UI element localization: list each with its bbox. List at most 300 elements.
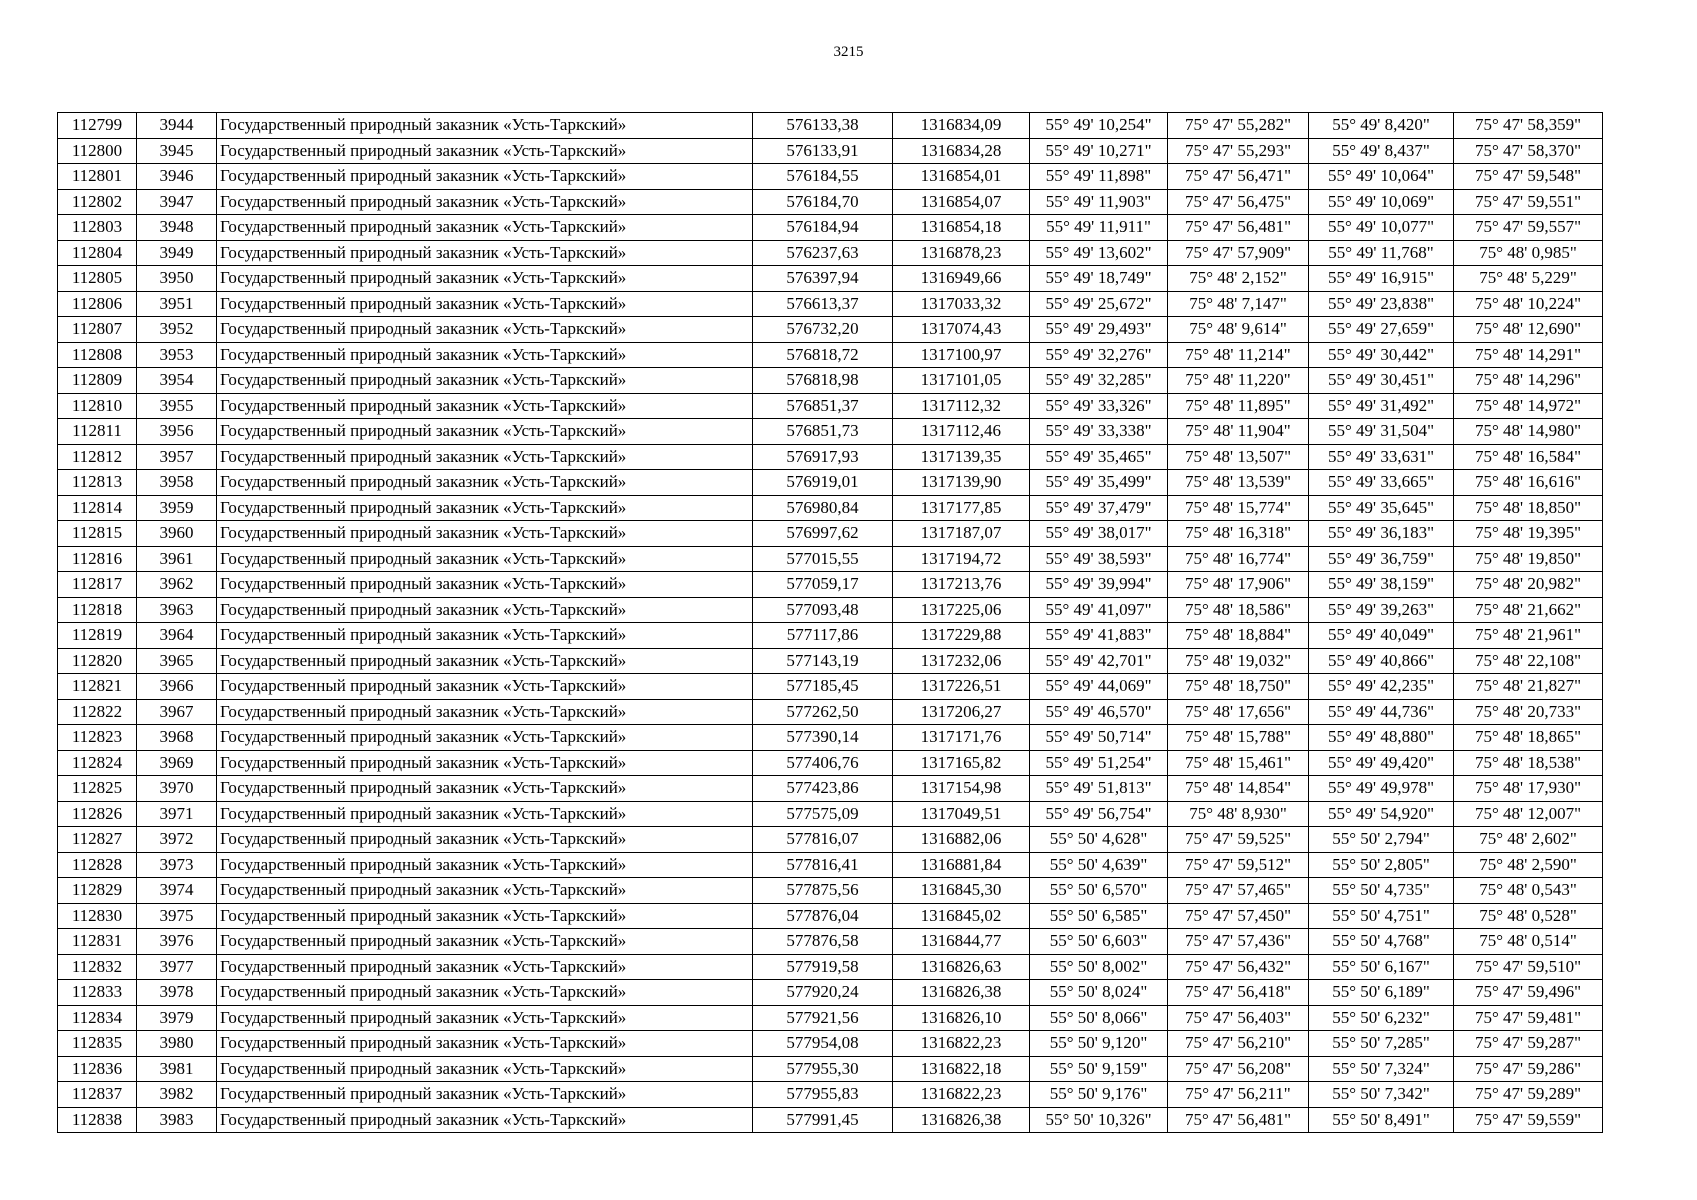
x-coordinate-cell: 576184,94 xyxy=(753,215,893,241)
longitude-wgs-cell: 75° 48' 2,590" xyxy=(1454,852,1603,878)
table-row xyxy=(58,189,1603,215)
x-coordinate-cell: 577875,56 xyxy=(753,878,893,904)
longitude-wgs-cell: 75° 48' 0,528" xyxy=(1454,903,1603,929)
reserve-name-cell: Государственный природный заказник «Усть-Таркский» xyxy=(217,393,753,419)
point-number-cell: 3980 xyxy=(137,1031,217,1057)
y-coordinate-cell: 1317187,07 xyxy=(893,521,1030,547)
table-row xyxy=(58,827,1603,853)
row-number-cell: 112801 xyxy=(58,164,137,190)
latitude-wgs-cell: 55° 49' 44,736" xyxy=(1309,699,1454,725)
latitude-msk-cell: 55° 49' 51,813" xyxy=(1030,776,1168,802)
latitude-msk-cell: 55° 49' 42,701" xyxy=(1030,648,1168,674)
y-coordinate-cell: 1316854,01 xyxy=(893,164,1030,190)
latitude-msk-cell: 55° 49' 44,069" xyxy=(1030,674,1168,700)
point-number-cell: 3954 xyxy=(137,368,217,394)
longitude-msk-cell: 75° 48' 16,318" xyxy=(1168,521,1309,547)
latitude-msk-cell: 55° 50' 8,066" xyxy=(1030,1005,1168,1031)
longitude-msk-cell: 75° 47' 56,432" xyxy=(1168,954,1309,980)
y-coordinate-cell: 1317225,06 xyxy=(893,597,1030,623)
reserve-name-cell: Государственный природный заказник «Усть-Таркский» xyxy=(217,954,753,980)
row-number-cell: 112813 xyxy=(58,470,137,496)
latitude-msk-cell: 55° 49' 39,994" xyxy=(1030,572,1168,598)
latitude-wgs-cell: 55° 49' 54,920" xyxy=(1309,801,1454,827)
longitude-msk-cell: 75° 48' 11,895" xyxy=(1168,393,1309,419)
reserve-name-cell: Государственный природный заказник «Усть-Таркский» xyxy=(217,903,753,929)
latitude-wgs-cell: 55° 49' 49,978" xyxy=(1309,776,1454,802)
reserve-name-cell: Государственный природный заказник «Усть-Таркский» xyxy=(217,240,753,266)
latitude-msk-cell: 55° 49' 10,271" xyxy=(1030,138,1168,164)
longitude-wgs-cell: 75° 47' 59,286" xyxy=(1454,1056,1603,1082)
y-coordinate-cell: 1316949,66 xyxy=(893,266,1030,292)
longitude-wgs-cell: 75° 47' 59,287" xyxy=(1454,1031,1603,1057)
point-number-cell: 3945 xyxy=(137,138,217,164)
reserve-name-cell: Государственный природный заказник «Усть-Таркский» xyxy=(217,648,753,674)
latitude-wgs-cell: 55° 50' 4,768" xyxy=(1309,929,1454,955)
table-row xyxy=(58,266,1603,292)
longitude-msk-cell: 75° 48' 2,152" xyxy=(1168,266,1309,292)
reserve-name-cell: Государственный природный заказник «Усть-Таркский» xyxy=(217,623,753,649)
reserve-name-cell: Государственный природный заказник «Усть-Таркский» xyxy=(217,215,753,241)
latitude-wgs-cell: 55° 50' 7,324" xyxy=(1309,1056,1454,1082)
y-coordinate-cell: 1317100,97 xyxy=(893,342,1030,368)
y-coordinate-cell: 1316854,18 xyxy=(893,215,1030,241)
reserve-name-cell: Государственный природный заказник «Усть-Таркский» xyxy=(217,776,753,802)
x-coordinate-cell: 577921,56 xyxy=(753,1005,893,1031)
latitude-wgs-cell: 55° 49' 33,665" xyxy=(1309,470,1454,496)
longitude-wgs-cell: 75° 48' 12,690" xyxy=(1454,317,1603,343)
longitude-wgs-cell: 75° 48' 21,827" xyxy=(1454,674,1603,700)
point-number-cell: 3965 xyxy=(137,648,217,674)
point-number-cell: 3967 xyxy=(137,699,217,725)
latitude-msk-cell: 55° 49' 46,570" xyxy=(1030,699,1168,725)
row-number-cell: 112805 xyxy=(58,266,137,292)
point-number-cell: 3953 xyxy=(137,342,217,368)
point-number-cell: 3976 xyxy=(137,929,217,955)
latitude-msk-cell: 55° 49' 32,285" xyxy=(1030,368,1168,394)
reserve-name-cell: Государственный природный заказник «Усть-Таркский» xyxy=(217,317,753,343)
y-coordinate-cell: 1316844,77 xyxy=(893,929,1030,955)
y-coordinate-cell: 1316826,63 xyxy=(893,954,1030,980)
latitude-msk-cell: 55° 49' 56,754" xyxy=(1030,801,1168,827)
x-coordinate-cell: 577117,86 xyxy=(753,623,893,649)
longitude-wgs-cell: 75° 48' 19,395" xyxy=(1454,521,1603,547)
longitude-msk-cell: 75° 47' 57,450" xyxy=(1168,903,1309,929)
latitude-msk-cell: 55° 50' 9,176" xyxy=(1030,1082,1168,1108)
row-number-cell: 112823 xyxy=(58,725,137,751)
y-coordinate-cell: 1317049,51 xyxy=(893,801,1030,827)
latitude-wgs-cell: 55° 50' 4,735" xyxy=(1309,878,1454,904)
latitude-msk-cell: 55° 50' 4,639" xyxy=(1030,852,1168,878)
latitude-wgs-cell: 55° 49' 8,437" xyxy=(1309,138,1454,164)
row-number-cell: 112834 xyxy=(58,1005,137,1031)
longitude-msk-cell: 75° 47' 56,403" xyxy=(1168,1005,1309,1031)
reserve-name-cell: Государственный природный заказник «Усть-Таркский» xyxy=(217,572,753,598)
point-number-cell: 3947 xyxy=(137,189,217,215)
latitude-wgs-cell: 55° 49' 11,768" xyxy=(1309,240,1454,266)
longitude-wgs-cell: 75° 48' 14,980" xyxy=(1454,419,1603,445)
latitude-wgs-cell: 55° 50' 4,751" xyxy=(1309,903,1454,929)
row-number-cell: 112838 xyxy=(58,1107,137,1133)
row-number-cell: 112831 xyxy=(58,929,137,955)
latitude-wgs-cell: 55° 49' 40,049" xyxy=(1309,623,1454,649)
longitude-wgs-cell: 75° 47' 59,510" xyxy=(1454,954,1603,980)
longitude-wgs-cell: 75° 48' 21,961" xyxy=(1454,623,1603,649)
latitude-wgs-cell: 55° 49' 10,064" xyxy=(1309,164,1454,190)
y-coordinate-cell: 1316826,38 xyxy=(893,980,1030,1006)
x-coordinate-cell: 576980,84 xyxy=(753,495,893,521)
longitude-msk-cell: 75° 48' 14,854" xyxy=(1168,776,1309,802)
point-number-cell: 3975 xyxy=(137,903,217,929)
longitude-wgs-cell: 75° 48' 14,291" xyxy=(1454,342,1603,368)
latitude-wgs-cell: 55° 49' 39,263" xyxy=(1309,597,1454,623)
point-number-cell: 3949 xyxy=(137,240,217,266)
reserve-name-cell: Государственный природный заказник «Усть-Таркский» xyxy=(217,750,753,776)
longitude-wgs-cell: 75° 48' 0,543" xyxy=(1454,878,1603,904)
row-number-cell: 112810 xyxy=(58,393,137,419)
reserve-name-cell: Государственный природный заказник «Усть-Таркский» xyxy=(217,725,753,751)
x-coordinate-cell: 577390,14 xyxy=(753,725,893,751)
x-coordinate-cell: 577575,09 xyxy=(753,801,893,827)
y-coordinate-cell: 1316854,07 xyxy=(893,189,1030,215)
longitude-msk-cell: 75° 47' 56,418" xyxy=(1168,980,1309,1006)
row-number-cell: 112811 xyxy=(58,419,137,445)
point-number-cell: 3955 xyxy=(137,393,217,419)
x-coordinate-cell: 576397,94 xyxy=(753,266,893,292)
latitude-wgs-cell: 55° 49' 30,442" xyxy=(1309,342,1454,368)
table-row xyxy=(58,929,1603,955)
table-row xyxy=(58,444,1603,470)
row-number-cell: 112812 xyxy=(58,444,137,470)
y-coordinate-cell: 1316834,28 xyxy=(893,138,1030,164)
longitude-msk-cell: 75° 48' 17,656" xyxy=(1168,699,1309,725)
y-coordinate-cell: 1316845,02 xyxy=(893,903,1030,929)
longitude-msk-cell: 75° 48' 18,586" xyxy=(1168,597,1309,623)
x-coordinate-cell: 576851,73 xyxy=(753,419,893,445)
latitude-wgs-cell: 55° 49' 38,159" xyxy=(1309,572,1454,598)
latitude-msk-cell: 55° 49' 29,493" xyxy=(1030,317,1168,343)
reserve-name-cell: Государственный природный заказник «Усть-Таркский» xyxy=(217,699,753,725)
latitude-msk-cell: 55° 49' 41,883" xyxy=(1030,623,1168,649)
longitude-wgs-cell: 75° 48' 19,850" xyxy=(1454,546,1603,572)
latitude-msk-cell: 55° 49' 33,338" xyxy=(1030,419,1168,445)
point-number-cell: 3946 xyxy=(137,164,217,190)
table-row xyxy=(58,291,1603,317)
longitude-wgs-cell: 75° 47' 59,559" xyxy=(1454,1107,1603,1133)
table-row xyxy=(58,648,1603,674)
reserve-name-cell: Государственный природный заказник «Усть-Таркский» xyxy=(217,495,753,521)
longitude-wgs-cell: 75° 47' 58,359" xyxy=(1454,113,1603,139)
reserve-name-cell: Государственный природный заказник «Усть-Таркский» xyxy=(217,368,753,394)
latitude-wgs-cell: 55° 49' 36,759" xyxy=(1309,546,1454,572)
x-coordinate-cell: 576818,72 xyxy=(753,342,893,368)
x-coordinate-cell: 576851,37 xyxy=(753,393,893,419)
reserve-name-cell: Государственный природный заказник «Усть-Таркский» xyxy=(217,1082,753,1108)
longitude-wgs-cell: 75° 48' 20,982" xyxy=(1454,572,1603,598)
table-row xyxy=(58,368,1603,394)
y-coordinate-cell: 1317177,85 xyxy=(893,495,1030,521)
x-coordinate-cell: 577093,48 xyxy=(753,597,893,623)
longitude-msk-cell: 75° 47' 56,211" xyxy=(1168,1082,1309,1108)
latitude-wgs-cell: 55° 49' 10,069" xyxy=(1309,189,1454,215)
latitude-msk-cell: 55° 49' 50,714" xyxy=(1030,725,1168,751)
point-number-cell: 3968 xyxy=(137,725,217,751)
table-row xyxy=(58,521,1603,547)
longitude-msk-cell: 75° 48' 11,904" xyxy=(1168,419,1309,445)
latitude-msk-cell: 55° 49' 18,749" xyxy=(1030,266,1168,292)
coordinates-table xyxy=(57,112,1603,1133)
point-number-cell: 3962 xyxy=(137,572,217,598)
x-coordinate-cell: 576818,98 xyxy=(753,368,893,394)
longitude-msk-cell: 75° 48' 15,788" xyxy=(1168,725,1309,751)
latitude-wgs-cell: 55° 49' 42,235" xyxy=(1309,674,1454,700)
longitude-msk-cell: 75° 47' 57,465" xyxy=(1168,878,1309,904)
y-coordinate-cell: 1317194,72 xyxy=(893,546,1030,572)
longitude-wgs-cell: 75° 48' 2,602" xyxy=(1454,827,1603,853)
reserve-name-cell: Государственный природный заказник «Усть-Таркский» xyxy=(217,1005,753,1031)
point-number-cell: 3970 xyxy=(137,776,217,802)
row-number-cell: 112803 xyxy=(58,215,137,241)
y-coordinate-cell: 1317101,05 xyxy=(893,368,1030,394)
table-row xyxy=(58,954,1603,980)
y-coordinate-cell: 1316882,06 xyxy=(893,827,1030,853)
point-number-cell: 3950 xyxy=(137,266,217,292)
longitude-wgs-cell: 75° 47' 58,370" xyxy=(1454,138,1603,164)
table-row xyxy=(58,750,1603,776)
longitude-msk-cell: 75° 48' 16,774" xyxy=(1168,546,1309,572)
table-row xyxy=(58,1031,1603,1057)
y-coordinate-cell: 1317171,76 xyxy=(893,725,1030,751)
latitude-msk-cell: 55° 50' 4,628" xyxy=(1030,827,1168,853)
latitude-wgs-cell: 55° 49' 8,420" xyxy=(1309,113,1454,139)
longitude-msk-cell: 75° 48' 9,614" xyxy=(1168,317,1309,343)
latitude-wgs-cell: 55° 49' 48,880" xyxy=(1309,725,1454,751)
reserve-name-cell: Государственный природный заказник «Усть-Таркский» xyxy=(217,878,753,904)
longitude-wgs-cell: 75° 48' 18,850" xyxy=(1454,495,1603,521)
y-coordinate-cell: 1316826,38 xyxy=(893,1107,1030,1133)
longitude-msk-cell: 75° 47' 56,210" xyxy=(1168,1031,1309,1057)
longitude-wgs-cell: 75° 48' 18,538" xyxy=(1454,750,1603,776)
point-number-cell: 3960 xyxy=(137,521,217,547)
longitude-wgs-cell: 75° 48' 20,733" xyxy=(1454,699,1603,725)
reserve-name-cell: Государственный природный заказник «Усть-Таркский» xyxy=(217,827,753,853)
latitude-msk-cell: 55° 50' 9,120" xyxy=(1030,1031,1168,1057)
table-row xyxy=(58,342,1603,368)
reserve-name-cell: Государственный природный заказник «Усть-Таркский» xyxy=(217,1031,753,1057)
table-row xyxy=(58,470,1603,496)
reserve-name-cell: Государственный природный заказник «Усть-Таркский» xyxy=(217,852,753,878)
longitude-msk-cell: 75° 48' 7,147" xyxy=(1168,291,1309,317)
latitude-wgs-cell: 55° 50' 2,794" xyxy=(1309,827,1454,853)
reserve-name-cell: Государственный природный заказник «Усть-Таркский» xyxy=(217,1056,753,1082)
point-number-cell: 3972 xyxy=(137,827,217,853)
longitude-msk-cell: 75° 48' 18,750" xyxy=(1168,674,1309,700)
x-coordinate-cell: 577919,58 xyxy=(753,954,893,980)
longitude-wgs-cell: 75° 48' 12,007" xyxy=(1454,801,1603,827)
latitude-wgs-cell: 55° 49' 33,631" xyxy=(1309,444,1454,470)
x-coordinate-cell: 576613,37 xyxy=(753,291,893,317)
y-coordinate-cell: 1316822,23 xyxy=(893,1031,1030,1057)
row-number-cell: 112826 xyxy=(58,801,137,827)
table-row xyxy=(58,699,1603,725)
x-coordinate-cell: 577955,83 xyxy=(753,1082,893,1108)
longitude-wgs-cell: 75° 47' 59,496" xyxy=(1454,980,1603,1006)
reserve-name-cell: Государственный природный заказник «Усть-Таркский» xyxy=(217,266,753,292)
table-row xyxy=(58,801,1603,827)
row-number-cell: 112837 xyxy=(58,1082,137,1108)
longitude-wgs-cell: 75° 48' 0,514" xyxy=(1454,929,1603,955)
latitude-wgs-cell: 55° 50' 7,342" xyxy=(1309,1082,1454,1108)
row-number-cell: 112821 xyxy=(58,674,137,700)
table-row xyxy=(58,852,1603,878)
table-row xyxy=(58,980,1603,1006)
table-row xyxy=(58,903,1603,929)
table-row xyxy=(58,1056,1603,1082)
x-coordinate-cell: 576237,63 xyxy=(753,240,893,266)
longitude-wgs-cell: 75° 48' 18,865" xyxy=(1454,725,1603,751)
row-number-cell: 112827 xyxy=(58,827,137,853)
row-number-cell: 112820 xyxy=(58,648,137,674)
row-number-cell: 112836 xyxy=(58,1056,137,1082)
longitude-msk-cell: 75° 47' 57,909" xyxy=(1168,240,1309,266)
x-coordinate-cell: 577920,24 xyxy=(753,980,893,1006)
x-coordinate-cell: 577876,58 xyxy=(753,929,893,955)
latitude-msk-cell: 55° 50' 6,603" xyxy=(1030,929,1168,955)
longitude-msk-cell: 75° 47' 55,282" xyxy=(1168,113,1309,139)
point-number-cell: 3958 xyxy=(137,470,217,496)
latitude-msk-cell: 55° 50' 9,159" xyxy=(1030,1056,1168,1082)
longitude-msk-cell: 75° 48' 18,884" xyxy=(1168,623,1309,649)
table-row xyxy=(58,495,1603,521)
y-coordinate-cell: 1316845,30 xyxy=(893,878,1030,904)
latitude-msk-cell: 55° 49' 41,097" xyxy=(1030,597,1168,623)
table-row xyxy=(58,164,1603,190)
latitude-msk-cell: 55° 49' 33,326" xyxy=(1030,393,1168,419)
latitude-wgs-cell: 55° 49' 16,915" xyxy=(1309,266,1454,292)
x-coordinate-cell: 577876,04 xyxy=(753,903,893,929)
latitude-wgs-cell: 55° 49' 23,838" xyxy=(1309,291,1454,317)
y-coordinate-cell: 1317139,90 xyxy=(893,470,1030,496)
point-number-cell: 3956 xyxy=(137,419,217,445)
reserve-name-cell: Государственный природный заказник «Усть-Таркский» xyxy=(217,597,753,623)
row-number-cell: 112807 xyxy=(58,317,137,343)
reserve-name-cell: Государственный природный заказник «Усть-Таркский» xyxy=(217,419,753,445)
latitude-wgs-cell: 55° 49' 35,645" xyxy=(1309,495,1454,521)
y-coordinate-cell: 1317139,35 xyxy=(893,444,1030,470)
reserve-name-cell: Государственный природный заказник «Усть-Таркский» xyxy=(217,138,753,164)
longitude-wgs-cell: 75° 48' 16,616" xyxy=(1454,470,1603,496)
row-number-cell: 112814 xyxy=(58,495,137,521)
point-number-cell: 3952 xyxy=(137,317,217,343)
reserve-name-cell: Государственный природный заказник «Усть-Таркский» xyxy=(217,801,753,827)
point-number-cell: 3969 xyxy=(137,750,217,776)
reserve-name-cell: Государственный природный заказник «Усть-Таркский» xyxy=(217,1107,753,1133)
x-coordinate-cell: 577406,76 xyxy=(753,750,893,776)
table-row xyxy=(58,240,1603,266)
longitude-wgs-cell: 75° 48' 5,229" xyxy=(1454,266,1603,292)
reserve-name-cell: Государственный природный заказник «Усть-Таркский» xyxy=(217,980,753,1006)
longitude-wgs-cell: 75° 47' 59,551" xyxy=(1454,189,1603,215)
table-body xyxy=(58,113,1603,1133)
row-number-cell: 112815 xyxy=(58,521,137,547)
longitude-msk-cell: 75° 47' 57,436" xyxy=(1168,929,1309,955)
table-row xyxy=(58,674,1603,700)
longitude-wgs-cell: 75° 48' 14,972" xyxy=(1454,393,1603,419)
latitude-wgs-cell: 55° 49' 49,420" xyxy=(1309,750,1454,776)
reserve-name-cell: Государственный природный заказник «Усть-Таркский» xyxy=(217,674,753,700)
point-number-cell: 3971 xyxy=(137,801,217,827)
table-row xyxy=(58,725,1603,751)
latitude-msk-cell: 55° 49' 11,898" xyxy=(1030,164,1168,190)
point-number-cell: 3959 xyxy=(137,495,217,521)
reserve-name-cell: Государственный природный заказник «Усть-Таркский» xyxy=(217,929,753,955)
row-number-cell: 112822 xyxy=(58,699,137,725)
latitude-msk-cell: 55° 49' 13,602" xyxy=(1030,240,1168,266)
point-number-cell: 3944 xyxy=(137,113,217,139)
latitude-msk-cell: 55° 49' 35,465" xyxy=(1030,444,1168,470)
latitude-msk-cell: 55° 50' 8,024" xyxy=(1030,980,1168,1006)
y-coordinate-cell: 1317074,43 xyxy=(893,317,1030,343)
latitude-msk-cell: 55° 49' 38,593" xyxy=(1030,546,1168,572)
x-coordinate-cell: 576133,38 xyxy=(753,113,893,139)
longitude-msk-cell: 75° 48' 11,214" xyxy=(1168,342,1309,368)
reserve-name-cell: Государственный природный заказник «Усть-Таркский» xyxy=(217,521,753,547)
longitude-msk-cell: 75° 48' 15,461" xyxy=(1168,750,1309,776)
latitude-msk-cell: 55° 49' 11,903" xyxy=(1030,189,1168,215)
y-coordinate-cell: 1317229,88 xyxy=(893,623,1030,649)
point-number-cell: 3964 xyxy=(137,623,217,649)
longitude-msk-cell: 75° 47' 56,481" xyxy=(1168,215,1309,241)
latitude-msk-cell: 55° 49' 35,499" xyxy=(1030,470,1168,496)
point-number-cell: 3983 xyxy=(137,1107,217,1133)
longitude-wgs-cell: 75° 48' 0,985" xyxy=(1454,240,1603,266)
row-number-cell: 112806 xyxy=(58,291,137,317)
longitude-wgs-cell: 75° 48' 22,108" xyxy=(1454,648,1603,674)
reserve-name-cell: Государственный природный заказник «Усть-Таркский» xyxy=(217,342,753,368)
longitude-wgs-cell: 75° 48' 16,584" xyxy=(1454,444,1603,470)
table-row xyxy=(58,1005,1603,1031)
point-number-cell: 3979 xyxy=(137,1005,217,1031)
longitude-msk-cell: 75° 48' 11,220" xyxy=(1168,368,1309,394)
x-coordinate-cell: 577423,86 xyxy=(753,776,893,802)
row-number-cell: 112809 xyxy=(58,368,137,394)
longitude-wgs-cell: 75° 48' 10,224" xyxy=(1454,291,1603,317)
point-number-cell: 3961 xyxy=(137,546,217,572)
table-row xyxy=(58,1107,1603,1133)
longitude-msk-cell: 75° 48' 8,930" xyxy=(1168,801,1309,827)
point-number-cell: 3966 xyxy=(137,674,217,700)
table-row xyxy=(58,317,1603,343)
x-coordinate-cell: 577015,55 xyxy=(753,546,893,572)
row-number-cell: 112818 xyxy=(58,597,137,623)
latitude-wgs-cell: 55° 49' 10,077" xyxy=(1309,215,1454,241)
longitude-msk-cell: 75° 47' 56,471" xyxy=(1168,164,1309,190)
latitude-wgs-cell: 55° 50' 6,232" xyxy=(1309,1005,1454,1031)
longitude-wgs-cell: 75° 48' 14,296" xyxy=(1454,368,1603,394)
latitude-msk-cell: 55° 50' 8,002" xyxy=(1030,954,1168,980)
table-row xyxy=(58,776,1603,802)
latitude-msk-cell: 55° 50' 6,570" xyxy=(1030,878,1168,904)
row-number-cell: 112835 xyxy=(58,1031,137,1057)
latitude-msk-cell: 55° 49' 38,017" xyxy=(1030,521,1168,547)
y-coordinate-cell: 1316826,10 xyxy=(893,1005,1030,1031)
row-number-cell: 112802 xyxy=(58,189,137,215)
x-coordinate-cell: 576133,91 xyxy=(753,138,893,164)
x-coordinate-cell: 577816,41 xyxy=(753,852,893,878)
y-coordinate-cell: 1316822,18 xyxy=(893,1056,1030,1082)
point-number-cell: 3974 xyxy=(137,878,217,904)
longitude-msk-cell: 75° 48' 19,032" xyxy=(1168,648,1309,674)
y-coordinate-cell: 1316881,84 xyxy=(893,852,1030,878)
